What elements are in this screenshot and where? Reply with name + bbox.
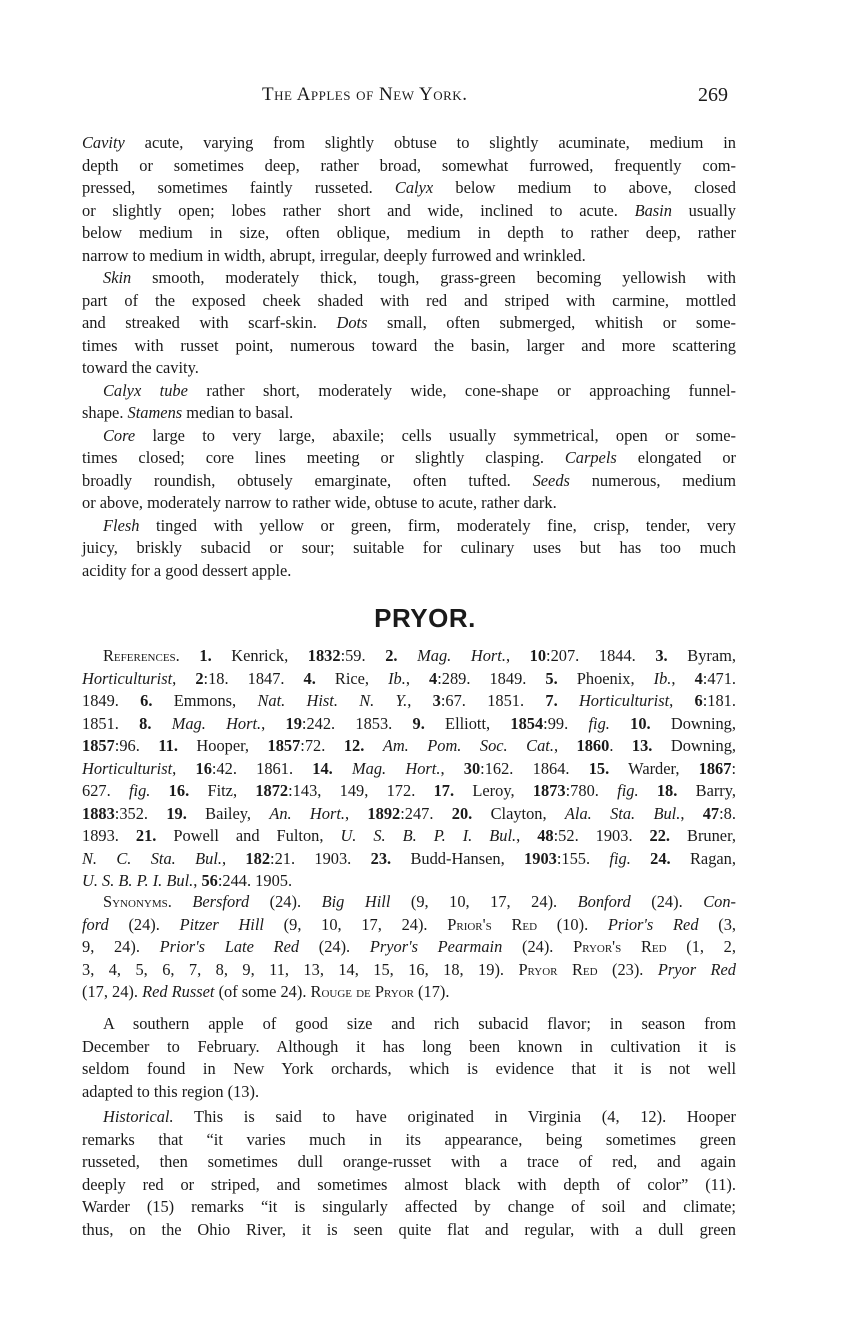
text-line bbox=[82, 713, 736, 736]
italic-text: Core bbox=[103, 425, 136, 445]
bold-number: 19. bbox=[166, 803, 187, 823]
bold-number: 48 bbox=[537, 826, 554, 845]
text-run: adapted to this region (13). bbox=[82, 1081, 260, 1101]
text-run: , bbox=[671, 668, 695, 688]
text-run: Downing, bbox=[652, 736, 737, 755]
text-run: :143, 149, 172. bbox=[288, 781, 434, 800]
bold-number: 16 bbox=[195, 758, 212, 778]
text-line bbox=[82, 870, 736, 893]
text-line bbox=[82, 758, 736, 781]
text-line bbox=[82, 177, 736, 200]
text-line bbox=[82, 267, 736, 290]
text-run: Byram, bbox=[667, 646, 736, 665]
text-line bbox=[82, 357, 736, 380]
text-run: Ragan, bbox=[670, 848, 736, 868]
text-line bbox=[82, 645, 736, 668]
text-run: remarks that “it varies much in its appearance, being sometimes green bbox=[82, 1129, 736, 1149]
italic-text: Carpels bbox=[564, 448, 617, 467]
text-run: (17). bbox=[413, 982, 450, 1001]
bold-number: 1857 bbox=[82, 736, 115, 755]
text-run: (24). bbox=[108, 914, 180, 934]
bold-number: 8. bbox=[139, 713, 152, 733]
text-line bbox=[82, 848, 736, 871]
text-run: or slightly open; lobes rather short and wide, inclined to acute. bbox=[82, 200, 635, 220]
text-run: (10). bbox=[537, 914, 608, 934]
text-run: :72. bbox=[300, 736, 344, 755]
italic-text: Prior's Red bbox=[607, 914, 699, 934]
text-run: shape. bbox=[82, 403, 128, 422]
text-run bbox=[333, 759, 352, 778]
historical-paragraph bbox=[82, 1106, 736, 1241]
text-run: Downing, bbox=[650, 713, 736, 733]
text-run: :471. bbox=[702, 668, 737, 688]
text-run: median to basal. bbox=[182, 403, 294, 422]
text-run: (23). bbox=[597, 959, 658, 979]
italic-text: Cavity bbox=[82, 133, 125, 152]
text-run bbox=[610, 714, 630, 733]
text-run: tinged with yellow or green, firm, moderately fine, crisp, tender, very bbox=[139, 515, 736, 535]
italic-text: ford bbox=[82, 914, 109, 934]
italic-text: Con- bbox=[703, 892, 736, 911]
text-run: depth or sometimes deep, rather broad, somewhat furrowed, frequently com- bbox=[82, 155, 736, 175]
bold-number: 18. bbox=[656, 781, 678, 800]
small-caps-text: Pryor Red bbox=[518, 959, 598, 979]
italic-text: Seeds bbox=[532, 470, 570, 490]
text-run: Elliott, bbox=[424, 713, 511, 733]
text-line bbox=[82, 735, 736, 758]
bold-number: 3. bbox=[655, 646, 668, 665]
text-run: , bbox=[193, 871, 202, 890]
text-run: Warder, bbox=[609, 758, 699, 778]
text-run: :18. 1847. bbox=[203, 668, 304, 688]
description-paragraph bbox=[82, 132, 736, 267]
text-line bbox=[82, 1219, 736, 1242]
text-run: December to February. Although it has long been known in cultivation it is bbox=[82, 1036, 736, 1056]
text-run: (9, 10, 17, 24). bbox=[263, 914, 448, 934]
italic-text: Ala. Sta. Bul. bbox=[564, 803, 681, 823]
text-line bbox=[82, 780, 736, 803]
bold-number: 16. bbox=[168, 781, 190, 800]
bold-number: 30 bbox=[463, 758, 481, 778]
bold-number: 21. bbox=[135, 826, 157, 845]
text-run: and streaked with scarf-skin. bbox=[82, 313, 337, 332]
text-run: elongated or bbox=[616, 448, 736, 467]
text-run: russeted, then sometimes dull orange-russet with a trace of red, and again bbox=[82, 1152, 736, 1171]
text-run: 1893. bbox=[82, 826, 136, 845]
italic-text: fig. bbox=[609, 848, 631, 868]
description-paragraph bbox=[82, 267, 736, 380]
text-run: (of some 24). bbox=[214, 982, 311, 1001]
text-line bbox=[82, 936, 736, 959]
text-run bbox=[639, 781, 657, 800]
text-run: Bruner, bbox=[670, 826, 736, 845]
bold-number: 1872 bbox=[255, 781, 289, 800]
bold-number: 10 bbox=[529, 646, 547, 665]
text-run: :67. 1851. bbox=[440, 691, 546, 710]
text-line bbox=[82, 155, 736, 178]
description-paragraph bbox=[82, 425, 736, 515]
italic-text: An. Hort. bbox=[269, 803, 345, 823]
text-run: , bbox=[405, 668, 429, 688]
text-line bbox=[82, 200, 736, 223]
text-run: :247. bbox=[400, 803, 452, 823]
italic-text: Bersford bbox=[192, 892, 250, 911]
italic-text: Prior's Late Red bbox=[159, 937, 300, 956]
text-line bbox=[82, 537, 736, 560]
references-section bbox=[82, 645, 736, 893]
text-run: Barry, bbox=[677, 781, 736, 800]
text-line bbox=[82, 668, 736, 691]
text-run: , bbox=[221, 848, 246, 868]
text-run: , bbox=[505, 646, 530, 665]
text-run: numerous, medium bbox=[569, 470, 736, 490]
text-run: thus, on the Ohio River, it is seen quite flat and regular, with a dull green bbox=[82, 1219, 736, 1239]
text-run bbox=[398, 646, 418, 665]
text-run: broadly roundish, obtusely emarginate, often tufted. bbox=[82, 470, 533, 490]
text-run: :99. bbox=[543, 713, 589, 733]
italic-text: fig. bbox=[588, 713, 610, 733]
text-run: Clayton, bbox=[472, 803, 565, 823]
bold-number: 4 bbox=[694, 668, 703, 688]
text-run: smooth, moderately thick, tough, grass-green becoming yellowish with bbox=[131, 268, 736, 287]
bold-number: 1883 bbox=[82, 803, 115, 823]
bold-number: 1. bbox=[199, 646, 212, 665]
text-line bbox=[82, 245, 736, 268]
italic-text: Mag. Hort. bbox=[352, 758, 441, 778]
text-run: 1851. bbox=[82, 713, 140, 733]
text-run: Fitz, bbox=[189, 781, 256, 800]
text-run: narrow to medium in width, abrupt, irregular, deeply furrowed and wrinkled. bbox=[82, 245, 586, 265]
text-run bbox=[150, 781, 168, 800]
text-run: :181. bbox=[702, 691, 736, 710]
text-run: deeply red or striped, and sometimes almost black with depth of color” (11). bbox=[82, 1174, 736, 1194]
text-line bbox=[82, 222, 736, 245]
text-line bbox=[82, 825, 736, 848]
italic-text: Basin bbox=[634, 200, 672, 220]
text-run: (24). bbox=[299, 937, 370, 956]
text-run: (24). bbox=[502, 937, 574, 956]
text-run: Hooper, bbox=[177, 736, 268, 755]
summary-paragraph bbox=[82, 1013, 736, 1103]
text-run: , bbox=[261, 713, 286, 733]
italic-text: fig. bbox=[617, 781, 639, 800]
italic-text: Am. Pom. Soc. Cat. bbox=[382, 736, 554, 755]
text-line bbox=[82, 959, 736, 982]
description-section bbox=[82, 132, 736, 582]
small-caps-text: Pryor's Red bbox=[573, 937, 667, 956]
text-run: 9, 24). bbox=[82, 937, 160, 956]
text-run: Budd-Hansen, bbox=[391, 848, 525, 868]
bold-number: 5. bbox=[545, 668, 558, 688]
text-run: :59. bbox=[340, 646, 386, 665]
text-line bbox=[82, 447, 736, 470]
bold-number: 19 bbox=[285, 713, 302, 733]
italic-text: Calyx tube bbox=[103, 380, 188, 400]
text-line bbox=[82, 132, 736, 155]
italic-text: Mag. Hort. bbox=[417, 646, 506, 665]
text-line bbox=[82, 515, 736, 538]
text-run: small, often submerged, whitish or some- bbox=[367, 313, 736, 332]
bold-number: 47 bbox=[702, 803, 720, 823]
text-run: large to very large, abaxile; cells usually symmetrical, open or some- bbox=[135, 425, 736, 445]
bold-number: 7. bbox=[545, 691, 558, 710]
bold-number: 182 bbox=[245, 848, 271, 868]
italic-text: Pryor's Pearmain bbox=[369, 937, 503, 956]
text-line bbox=[82, 1129, 736, 1152]
text-run: :42. 1861. bbox=[211, 758, 313, 778]
text-run: :8. bbox=[719, 803, 736, 823]
bold-number: 24. bbox=[650, 848, 671, 868]
summary-paragraph bbox=[82, 1013, 736, 1103]
bold-number: 17. bbox=[433, 781, 455, 800]
text-line bbox=[82, 1174, 736, 1197]
text-run: Leroy, bbox=[454, 781, 533, 800]
text-line bbox=[82, 914, 736, 937]
text-run: , bbox=[553, 736, 577, 755]
italic-text: Horticulturist bbox=[578, 691, 670, 710]
text-line bbox=[82, 1196, 736, 1219]
text-run: A southern apple of good size and rich subacid flavor; in season from bbox=[103, 1014, 736, 1033]
text-line bbox=[82, 312, 736, 335]
text-run: , bbox=[345, 803, 368, 823]
text-run: Rice, bbox=[315, 668, 389, 688]
italic-text: Dots bbox=[336, 313, 368, 332]
bold-number: 1867 bbox=[698, 758, 732, 778]
text-line bbox=[82, 380, 736, 403]
italic-text: Horticulturist bbox=[82, 668, 173, 688]
bold-number: 22. bbox=[649, 826, 671, 845]
bold-number: 1903 bbox=[524, 848, 557, 868]
text-line bbox=[82, 425, 736, 448]
bold-number: 1860 bbox=[576, 736, 610, 755]
text-run: seldom found in New York orchards, which is evidence that it is not well bbox=[82, 1059, 736, 1078]
text-line bbox=[82, 492, 736, 515]
bold-number: 3 bbox=[432, 691, 441, 710]
small-caps-text: Prior's Red bbox=[447, 914, 538, 934]
bold-number: 1854 bbox=[510, 713, 544, 733]
text-line bbox=[82, 690, 736, 713]
italic-text: Bonford bbox=[577, 892, 631, 911]
italic-text: Stamens bbox=[127, 403, 183, 422]
italic-text: Historical. bbox=[103, 1107, 174, 1126]
text-run bbox=[558, 691, 579, 710]
italic-text: Pitzer Hill bbox=[179, 914, 264, 934]
text-run: Bailey, bbox=[186, 803, 270, 823]
text-run: rather short, moderately wide, cone-shape or approaching funnel- bbox=[187, 380, 736, 400]
text-line bbox=[82, 891, 736, 914]
text-run bbox=[172, 892, 193, 911]
text-run bbox=[151, 714, 171, 733]
bold-number: 13. bbox=[631, 736, 653, 755]
text-run: :207. 1844. bbox=[546, 646, 656, 665]
bold-number: 23. bbox=[370, 848, 392, 868]
synonyms-paragraph bbox=[82, 891, 736, 1004]
text-run: (24). bbox=[630, 892, 704, 911]
small-caps-text: Synonyms. bbox=[103, 892, 172, 911]
bold-number: 1832 bbox=[307, 646, 341, 665]
italic-text: fig. bbox=[128, 781, 151, 800]
text-run: , bbox=[440, 758, 464, 778]
text-run: times closed; core lines meeting or slightly clasping. bbox=[82, 448, 565, 467]
text-run: (17, 24). bbox=[82, 982, 143, 1001]
bold-number: 1892 bbox=[367, 803, 401, 823]
bold-number: 14. bbox=[312, 758, 333, 778]
text-run: , bbox=[516, 826, 538, 845]
italic-text: Ib. bbox=[653, 668, 672, 688]
italic-text: Calyx bbox=[394, 178, 434, 197]
text-line bbox=[82, 560, 736, 583]
text-run: :242. 1853. bbox=[301, 713, 413, 733]
italic-text: U. S. B. P. I. Bul. bbox=[340, 826, 517, 845]
running-header bbox=[0, 84, 850, 110]
text-run: Emmons, bbox=[152, 691, 258, 710]
text-line bbox=[82, 335, 736, 358]
italic-text: Big Hill bbox=[321, 892, 391, 911]
text-line bbox=[82, 981, 736, 1004]
bold-number: 6 bbox=[694, 691, 703, 710]
bold-number: 10. bbox=[630, 713, 651, 733]
description-paragraph bbox=[82, 515, 736, 583]
text-line bbox=[82, 1013, 736, 1036]
text-run: :162. 1864. bbox=[480, 758, 589, 778]
bold-number: 6. bbox=[140, 691, 153, 710]
historical-paragraph bbox=[82, 1106, 736, 1241]
text-run bbox=[364, 736, 383, 755]
text-run: This is said to have originated in Virginia (4, 12). Hooper bbox=[173, 1107, 736, 1126]
page-number: 269 bbox=[698, 84, 728, 106]
italic-text: Flesh bbox=[103, 515, 140, 535]
italic-text: Horticulturist bbox=[82, 758, 173, 778]
text-run: 627. bbox=[82, 781, 129, 800]
bold-number: 1873 bbox=[532, 781, 566, 800]
text-run: (24). bbox=[249, 892, 322, 911]
text-run: (9, 10, 17, 24). bbox=[390, 892, 578, 911]
italic-text: Pryor Red bbox=[657, 959, 736, 979]
bold-number: 20. bbox=[451, 803, 473, 823]
text-run: juicy, briskly subacid or sour; suitable for culinary uses but has too much bbox=[82, 538, 736, 557]
text-line bbox=[82, 290, 736, 313]
text-run: :780. bbox=[565, 781, 618, 800]
text-run bbox=[180, 646, 200, 665]
text-line bbox=[82, 1036, 736, 1059]
text-run: (3, bbox=[698, 914, 736, 934]
italic-text: Nat. Hist. N. Y. bbox=[257, 691, 408, 710]
text-run: , bbox=[172, 668, 196, 688]
text-line bbox=[82, 470, 736, 493]
text-run: , bbox=[669, 691, 695, 710]
text-run: usually bbox=[671, 200, 736, 220]
text-run: 1849. bbox=[82, 691, 141, 710]
text-run: Kenrick, bbox=[211, 646, 308, 665]
text-run: or above, moderately narrow to rather wide, obtuse to acute, rather dark. bbox=[82, 493, 557, 512]
text-line bbox=[82, 1106, 736, 1129]
text-run: part of the exposed cheek shaded with red and striped with carmine, mottled bbox=[82, 290, 736, 310]
text-line bbox=[82, 1151, 736, 1174]
bold-number: 1857 bbox=[267, 736, 301, 755]
italic-text: N. C. Sta. Bul. bbox=[82, 848, 222, 868]
text-run: :155. bbox=[556, 848, 610, 868]
text-run: (1, 2, bbox=[666, 937, 736, 956]
bold-number: 15. bbox=[588, 758, 610, 778]
text-line bbox=[82, 1058, 736, 1081]
text-run: 3, 4, 5, 6, 7, 8, 9, 11, 13, 14, 15, 16, 18, 19). bbox=[82, 959, 519, 979]
bold-number: 2 bbox=[195, 668, 204, 688]
text-run: :52. 1903. bbox=[553, 826, 650, 845]
italic-text: Red Russet bbox=[142, 982, 215, 1001]
running-header-title: The Apples of New York. bbox=[262, 84, 468, 105]
small-caps-text: Rouge de Pryor bbox=[310, 982, 414, 1001]
references-paragraph bbox=[82, 645, 736, 893]
text-run: . bbox=[609, 736, 632, 755]
text-run: , bbox=[680, 803, 703, 823]
text-run: , bbox=[407, 691, 433, 710]
bold-number: 4 bbox=[429, 668, 438, 688]
bold-number: 2. bbox=[385, 646, 398, 665]
bold-number: 12. bbox=[343, 736, 365, 755]
text-run: below medium in size, often oblique, medium in depth to rather deep, rather bbox=[82, 223, 736, 242]
italic-text: Ib. bbox=[388, 668, 406, 688]
text-line bbox=[82, 1081, 736, 1104]
text-run: Powell and Fulton, bbox=[156, 826, 341, 845]
bold-number: 56 bbox=[201, 871, 218, 890]
description-paragraph bbox=[82, 380, 736, 425]
text-run: :21. 1903. bbox=[270, 848, 371, 868]
text-line bbox=[82, 803, 736, 826]
synonyms-section bbox=[82, 891, 736, 1004]
text-run: times with russet point, numerous toward the basin, larger and more scattering bbox=[82, 335, 736, 355]
text-run: toward the cavity. bbox=[82, 358, 199, 377]
text-run: Warder (15) remarks “it is singularly affected by change of soil and climate; bbox=[82, 1197, 736, 1216]
text-run: :352. bbox=[114, 803, 167, 823]
text-run: : bbox=[731, 758, 736, 778]
bold-number: 4. bbox=[303, 668, 316, 688]
bold-number: 11. bbox=[158, 736, 178, 755]
text-line bbox=[82, 402, 736, 425]
text-run: acidity for a good dessert apple. bbox=[82, 560, 292, 580]
bold-number: 9. bbox=[412, 713, 425, 733]
text-run: :96. bbox=[114, 736, 159, 755]
text-run: below medium to above, closed bbox=[433, 178, 736, 197]
section-title: PRYOR. bbox=[374, 603, 476, 633]
text-run: pressed, sometimes faintly russeted. bbox=[82, 178, 395, 197]
italic-text: Mag. Hort. bbox=[171, 713, 262, 733]
small-caps-text: References. bbox=[103, 646, 180, 665]
text-run bbox=[631, 849, 650, 868]
italic-text: Skin bbox=[103, 268, 132, 287]
italic-text: U. S. B. P. I. Bul. bbox=[82, 871, 194, 890]
text-run: acute, varying from slightly obtuse to slightly acuminate, medium in bbox=[124, 133, 736, 152]
text-run: :289. 1849. bbox=[437, 668, 546, 688]
text-run: , bbox=[172, 758, 196, 778]
text-run: :244. 1905. bbox=[217, 871, 293, 890]
text-run: Phoenix, bbox=[557, 668, 654, 688]
